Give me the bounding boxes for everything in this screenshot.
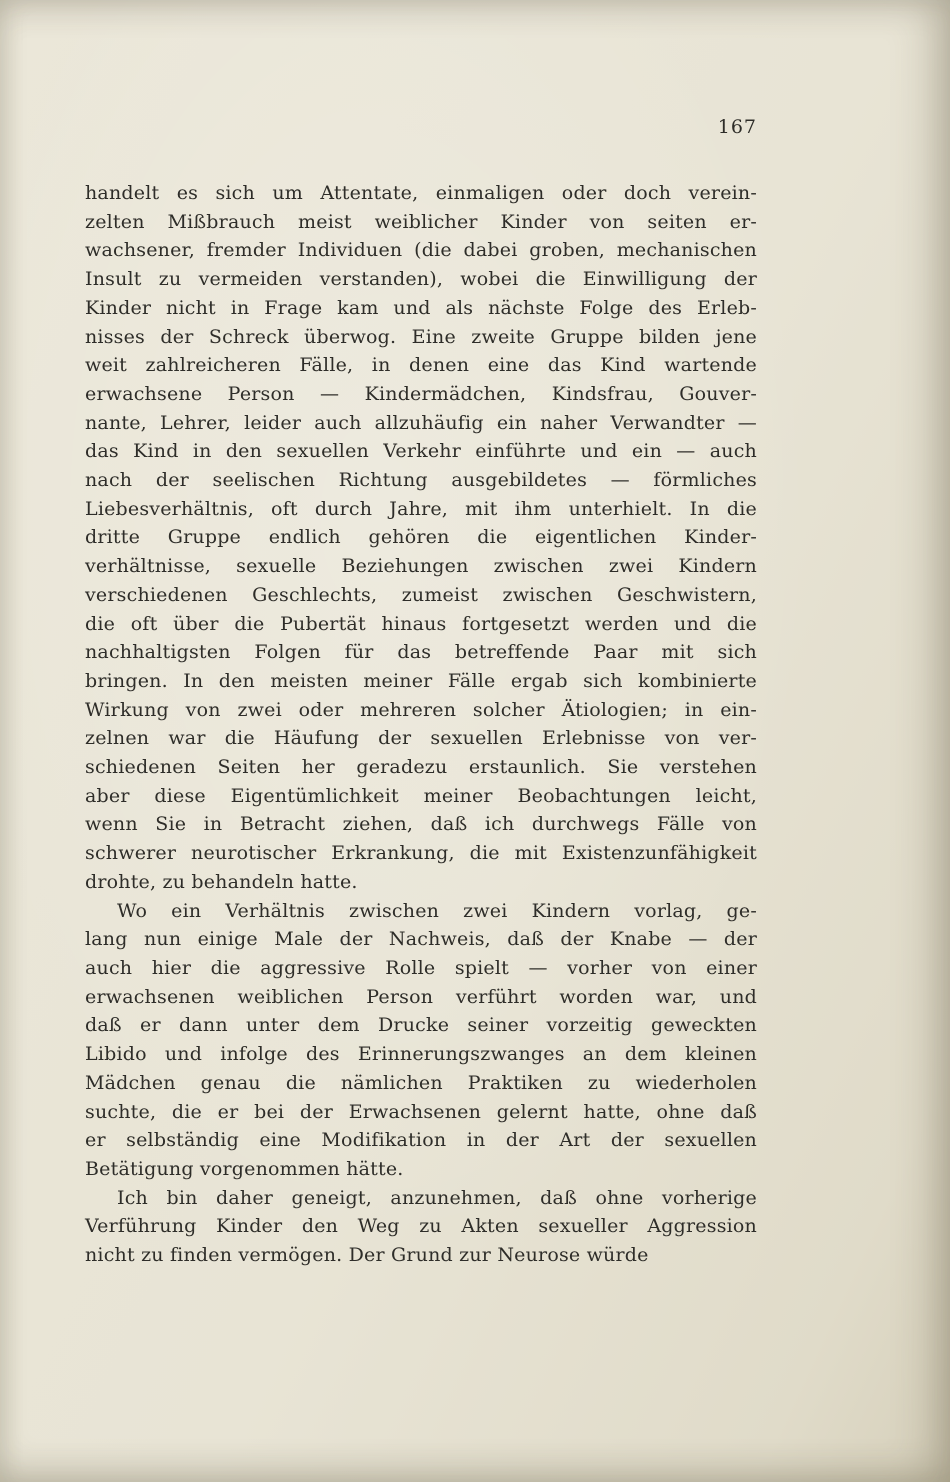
text-line: Wo ein Verhältnis zwischen zwei Kindern vorlag, ge-: [117, 899, 757, 922]
text-line: weit zahlreicheren Fälle, in denen eine das Kind wartende: [85, 354, 757, 377]
text-line: schwerer neurotischer Erkrankung, die mit Existenzunfähigkeit: [85, 842, 757, 865]
text-line: zelnen war die Häufung der sexuellen Erlebnisse von ver-: [85, 727, 757, 750]
text-line: Wirkung von zwei oder mehreren solcher Ätiologien; in ein-: [85, 698, 757, 721]
page-text: [85, 179, 757, 1270]
text-line: suchte, die er bei der Erwachsenen gelernt hatte, ohne daß: [85, 1100, 757, 1123]
text-line: lang nun einige Male der Nachweis, daß der Knabe — der: [85, 928, 757, 951]
text-line: erwachsenen weiblichen Person verführt worden war, und: [85, 985, 757, 1008]
text-line: nachhaltigsten Folgen für das betreffende Paar mit sich: [85, 641, 757, 664]
text-line: nisses der Schreck überwog. Eine zweite Gruppe bilden jene: [85, 325, 757, 348]
text-line: die oft über die Pubertät hinaus fortgesetzt werden und die: [85, 612, 757, 635]
text-line: wachsener, fremder Individuen (die dabei groben, mechanischen: [85, 239, 757, 262]
text-line: auch hier die aggressive Rolle spielt — vorher von einer: [85, 956, 757, 979]
text-line: nante, Lehrer, leider auch allzuhäufig ein naher Verwandter —: [85, 411, 757, 434]
text-line: handelt es sich um Attentate, einmaligen oder doch verein-: [85, 182, 757, 204]
text-line: verhältnisse, sexuelle Beziehungen zwischen zwei Kindern: [85, 555, 757, 578]
text-line: wenn Sie in Betracht ziehen, daß ich durchwegs Fälle von: [85, 813, 757, 836]
text-line: Ich bin daher geneigt, anzunehmen, daß ohne vorherige: [117, 1186, 757, 1209]
text-line: Mädchen genau die nämlichen Praktiken zu wiederholen: [85, 1071, 757, 1094]
text-line: erwachsene Person — Kindermädchen, Kindsfrau, Gouver-: [85, 382, 757, 405]
page-number: 167: [717, 116, 757, 138]
text-line: zelten Mißbrauch meist weiblicher Kinder von seiten er-: [85, 210, 757, 233]
text-line: verschiedenen Geschlechts, zumeist zwischen Geschwistern,: [85, 583, 757, 606]
text-line: schiedenen Seiten her geradezu erstaunlich. Sie verstehen: [85, 756, 757, 779]
text-line: Betätigung vorgenommen hätte.: [85, 1157, 404, 1180]
text-line: nicht zu finden vermögen. Der Grund zur Neurose würde: [85, 1244, 649, 1267]
text-line: drohte, zu behandeln hatte.: [85, 870, 358, 893]
text-line: aber diese Eigentümlichkeit meiner Beobachtungen leicht,: [85, 784, 757, 807]
text-line: das Kind in den sexuellen Verkehr einführte und ein — auch: [85, 440, 757, 463]
text-line: daß er dann unter dem Drucke seiner vorzeitig geweckten: [85, 1014, 757, 1037]
text-line: Verführung Kinder den Weg zu Akten sexueller Aggression: [85, 1215, 757, 1238]
text-line: bringen. In den meisten meiner Fälle ergab sich kombinierte: [85, 669, 757, 692]
text-line: nach der seelischen Richtung ausgebildetes — förmliches: [85, 469, 757, 492]
text-line: Kinder nicht in Frage kam und als nächste Folge des Erleb-: [85, 296, 757, 319]
text-line: Liebesverhältnis, oft durch Jahre, mit ihm unterhielt. In die: [85, 497, 757, 520]
text-line: Libido und infolge des Erinnerungszwanges an dem kleinen: [85, 1043, 757, 1066]
text-line: er selbständig eine Modifikation in der Art der sexuellen: [85, 1129, 757, 1152]
text-line: dritte Gruppe endlich gehören die eigentlichen Kinder-: [85, 526, 757, 549]
text-line: Insult zu vermeiden verstanden), wobei die Einwilligung der: [85, 268, 757, 291]
